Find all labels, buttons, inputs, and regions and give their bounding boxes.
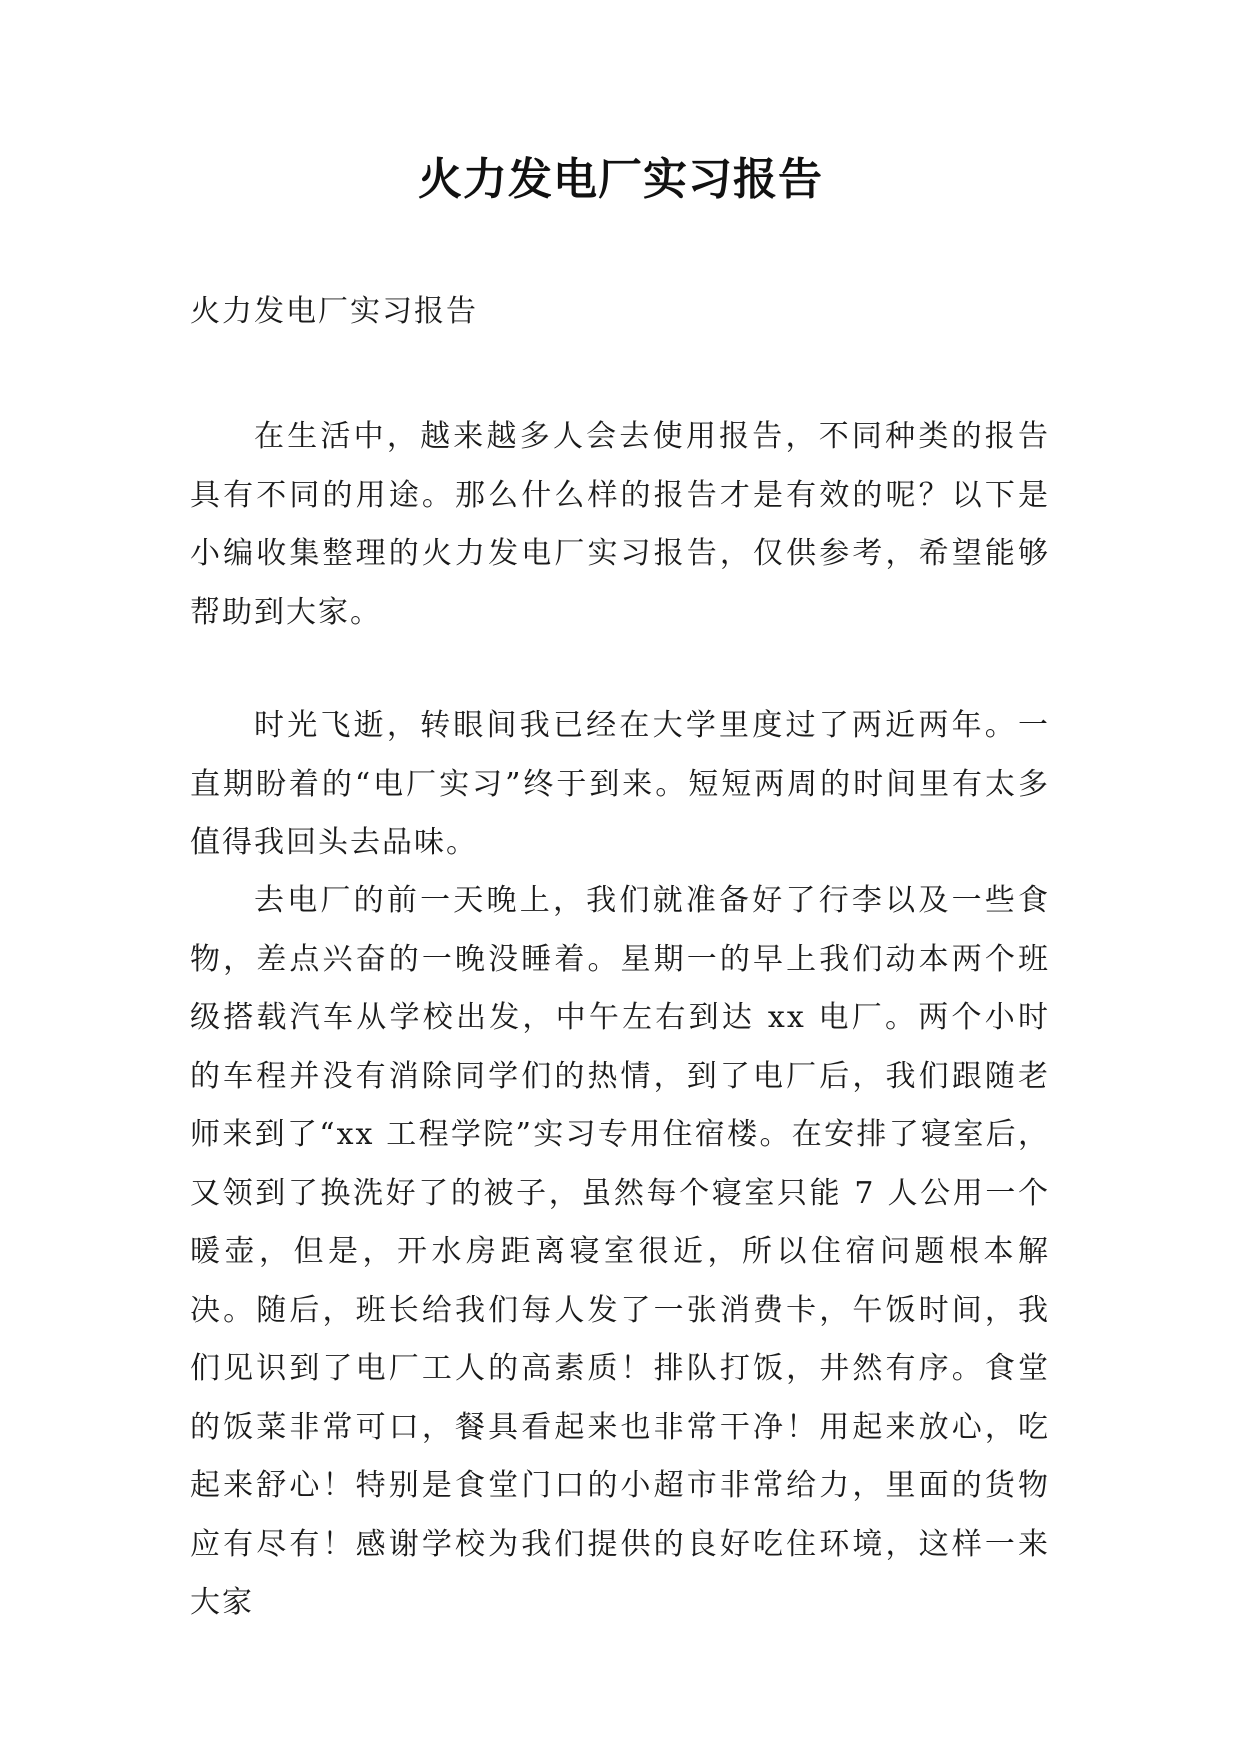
paragraph-intro: 在生活中，越来越多人会去使用报告，不同种类的报告具有不同的用途。那么什么样的报告才是有效的呢？以下是小编收集整理的火力发电厂实习报告，仅供参考，希望能够帮助到大家。: [190, 419, 1050, 630]
paragraph-arrival: 去电厂的前一天晚上，我们就准备好了行李以及一些食物，差点兴奋的一晚没睡着。星期一的早上我们动本两个班级搭载汽车从学校出发，中午左右到达 xx 电厂。两个小时的车程并没有消除同学们的热情，到了电厂后，我们跟随老师来到了“xx 工程学院”实习专用住宿楼。在安排了寝室后，又领到了换洗好了的被子，虽然每个寝室只能 7 人公用一个暖壶，但是，开水房距离寝室很近，所以住宿问题根本解决。随后，班长给我们每人发了一张消费卡，午饭时间，我们见识到了电厂工人的高素质！排队打饭，井然有序。食堂的饭菜非常可口，餐具看起来也非常干净！用起来放心，吃起来舒心！特别是食堂门口的小超市非常给力，里面的货物应有尽有！感谢学校为我们提供的良好吃住环境，这样一来大家: [190, 883, 1050, 1620]
paragraph-time-flies: 时光飞逝，转眼间我已经在大学里度过了两近两年。一直期盼着的“电厂实习”终于到来。短短两周的时间里有太多值得我回头去品味。: [190, 708, 1050, 860]
document-subtitle: 火力发电厂实习报告: [190, 294, 478, 329]
document-title: 火力发电厂实习报告: [418, 154, 823, 205]
